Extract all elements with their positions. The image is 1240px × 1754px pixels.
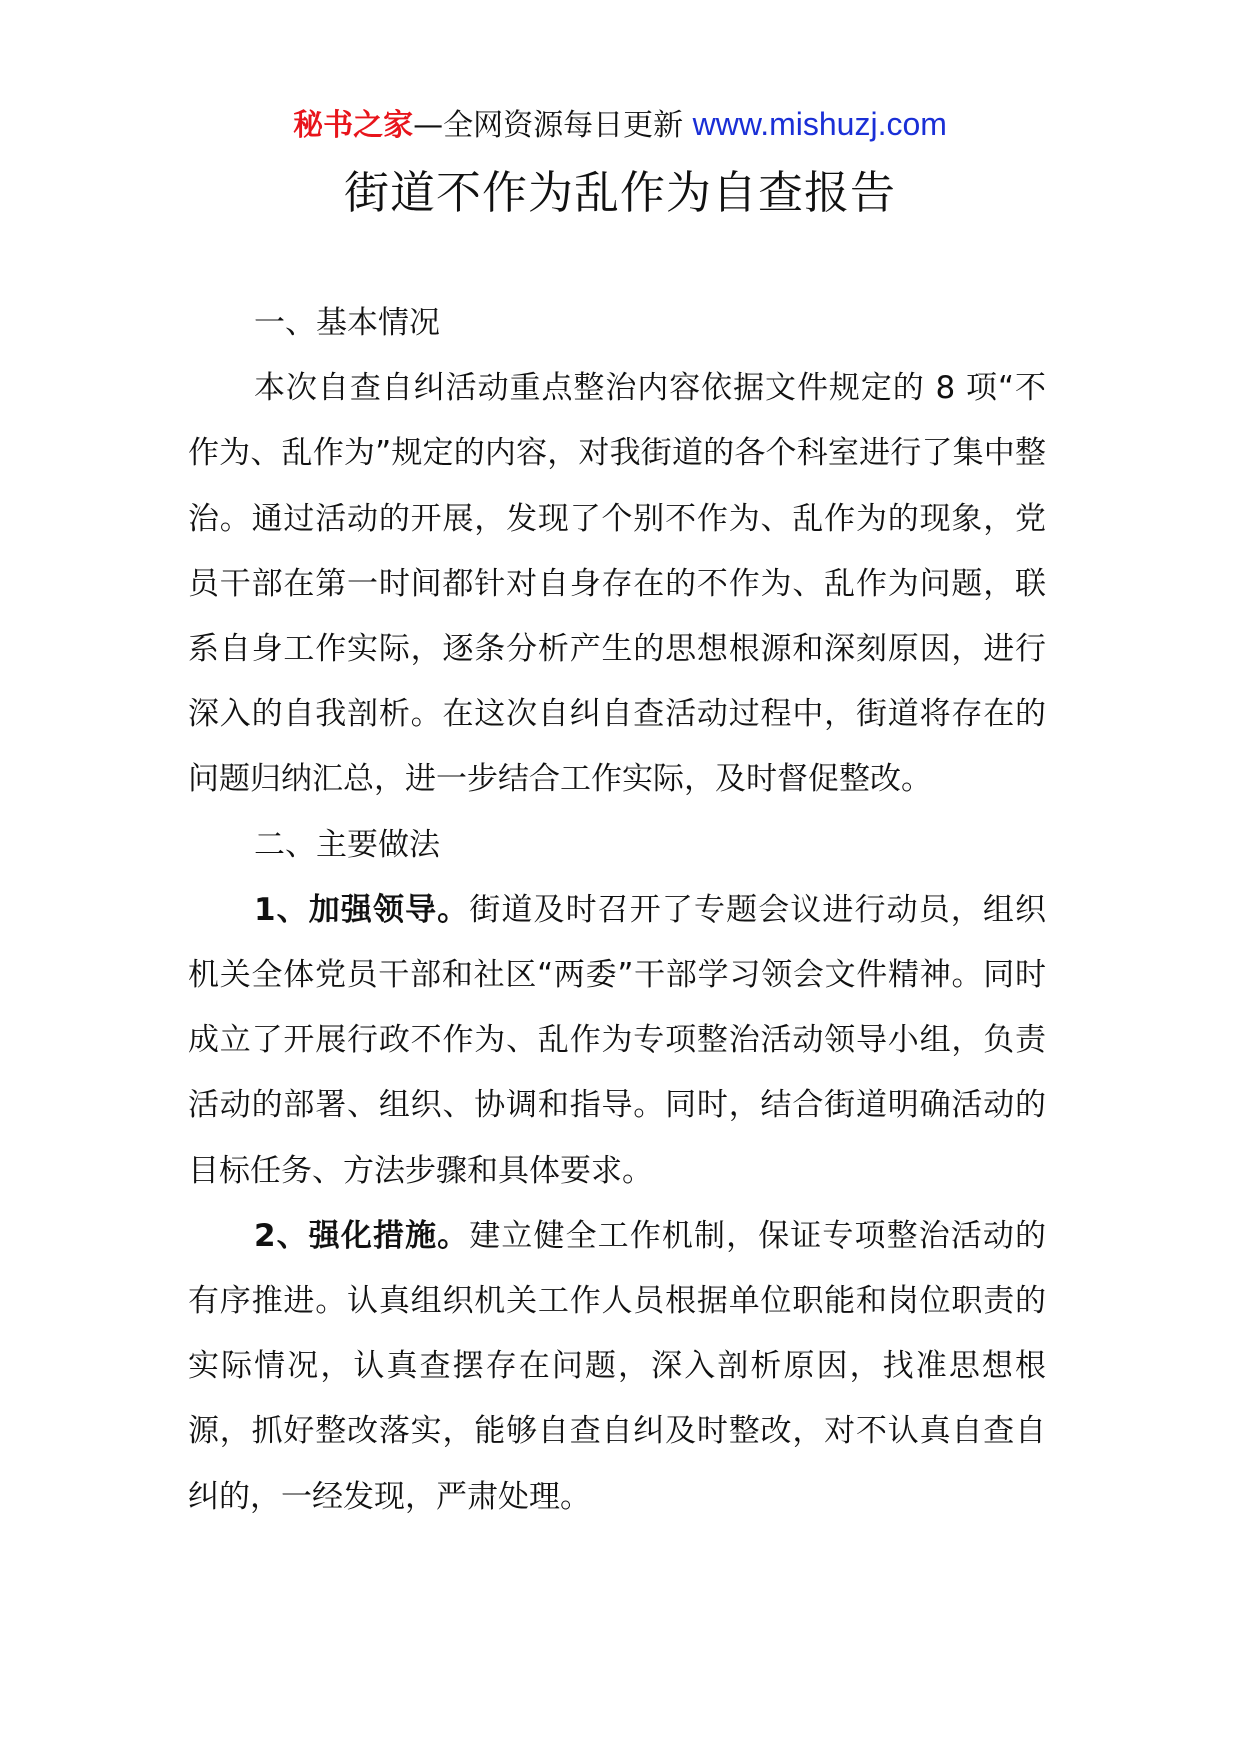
paragraph-item-2 — [188, 1204, 1046, 1530]
paragraph-basic-situation: 本次自查自纠活动重点整治内容依据文件规定的 8 项“不作为、乱作为”规定的内容，对我街道的各个科室进行了集中整治。通过活动的开展，发现了个别不作为、乱作为的现象，党员干部在第一时间都针对自身存在的不作为、乱作为问题，联系自身工作实际，逐条分析产生的思想根源和深刻原因，进行深入的自我剖析。在这次自纠自查活动过程中，街道将存在的问题归纳汇总，进一步结合工作实际，及时督促整改。 — [188, 370, 1046, 798]
document-title: 街道不作为乱作为自查报告 — [343, 166, 896, 219]
paragraph-item-1 — [188, 878, 1046, 1204]
site-header — [0, 100, 1240, 150]
item-2-lead: 2、强化措施。 — [254, 1217, 470, 1254]
item-2-text: 建立健全工作机制，保证专项整治活动的有序推进。认真组织机关工作人员根据单位职能和岗位职责的实际情况，认真查摆存在问题，深入剖析原因，找准思想根源，抓好整改落实，能够自查自纠及时整改，对不认真自查自纠的，一经发现，严肃处理。 — [188, 1217, 1046, 1515]
section-heading-methods: 二、主要做法 — [254, 826, 440, 863]
header-tagline: —全网资源每日更新 — [413, 108, 693, 143]
item-1-lead: 1、加强领导。 — [254, 891, 470, 928]
document-body — [188, 291, 1046, 1530]
brand-name: 秘书之家 — [293, 108, 414, 143]
site-url-link[interactable]: www.mishuzj.com — [692, 106, 947, 142]
item-1-text: 街道及时召开了专题会议进行动员，组织机关全体党员干部和社区“两委”干部学习领会文件精神。同时成立了开展行政不作为、乱作为专项整治活动领导小组，负责活动的部署、组织、协调和指导。同时，结合街道明确活动的目标任务、方法步骤和具体要求。 — [188, 891, 1046, 1189]
section-heading-basic: 一、基本情况 — [254, 305, 440, 341]
